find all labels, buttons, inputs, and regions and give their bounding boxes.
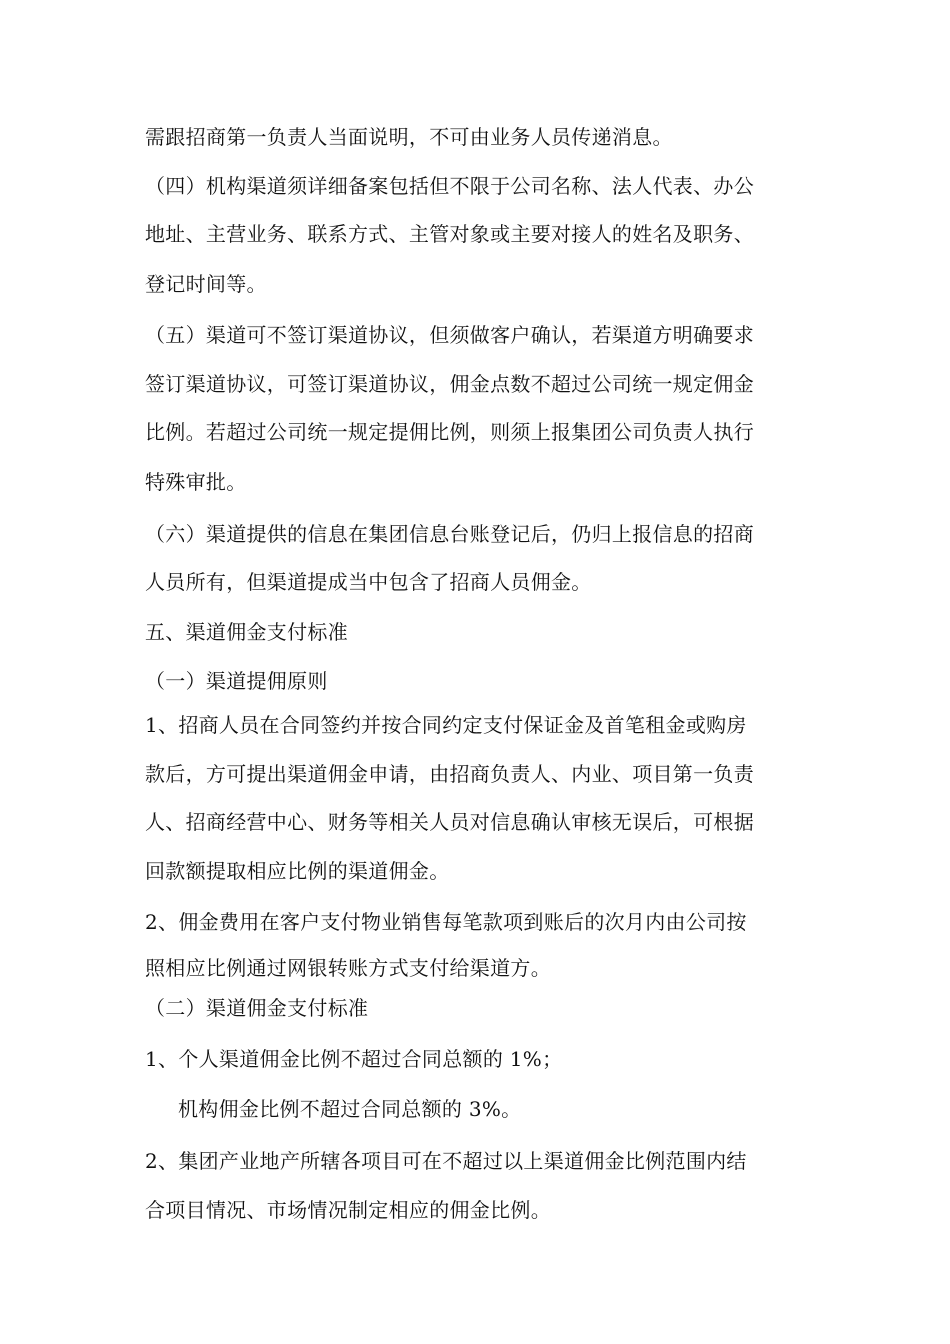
text-line: 款后，方可提出渠道佣金申请，由招商负责人、内业、项目第一负责 bbox=[145, 762, 754, 786]
text-line: 人、招商经营中心、财务等相关人员对信息确认审核无误后，可根据 bbox=[145, 810, 754, 834]
text-line: 1、招商人员在合同签约并按合同约定支付保证金及首笔租金或购房 bbox=[145, 713, 747, 737]
text-line: 2、集团产业地产所辖各项目可在不超过以上渠道佣金比例范围内结 bbox=[145, 1149, 747, 1173]
text-line: 2、佣金费用在客户支付物业销售每笔款项到账后的次月内由公司按 bbox=[145, 910, 747, 934]
text-line: （四）机构渠道须详细备案包括但不限于公司名称、法人代表、办公 bbox=[145, 174, 754, 198]
text-line: 登记时间等。 bbox=[145, 272, 267, 296]
text-line: 地址、主营业务、联系方式、主管对象或主要对接人的姓名及职务、 bbox=[145, 222, 754, 246]
text-line: （六）渠道提供的信息在集团信息台账登记后，仍归上报信息的招商 bbox=[145, 522, 754, 546]
text-line: 特殊审批。 bbox=[145, 470, 247, 494]
subsection-heading: （二）渠道佣金支付标准 bbox=[145, 996, 369, 1020]
subsection-heading: （一）渠道提佣原则 bbox=[145, 669, 328, 693]
text-line: 人员所有，但渠道提成当中包含了招商人员佣金。 bbox=[145, 570, 592, 594]
text-line: （五）渠道可不签订渠道协议，但须做客户确认，若渠道方明确要求 bbox=[145, 323, 754, 347]
text-line: 回款额提取相应比例的渠道佣金。 bbox=[145, 859, 450, 883]
text-line-indented: 机构佣金比例不超过合同总额的 3%。 bbox=[178, 1097, 522, 1121]
text-line: 1、个人渠道佣金比例不超过合同总额的 1%； bbox=[145, 1047, 563, 1071]
text-line: 签订渠道协议，可签订渠道协议，佣金点数不超过公司统一规定佣金 bbox=[145, 372, 754, 396]
text-line: 需跟招商第一负责人当面说明，不可由业务人员传递消息。 bbox=[145, 125, 673, 149]
text-line: 比例。若超过公司统一规定提佣比例，则须上报集团公司负责人执行 bbox=[145, 420, 754, 444]
text-line: 照相应比例通过网银转账方式支付给渠道方。 bbox=[145, 956, 551, 980]
text-line: 合项目情况、市场情况制定相应的佣金比例。 bbox=[145, 1198, 551, 1222]
section-heading: 五、渠道佣金支付标准 bbox=[145, 620, 348, 644]
